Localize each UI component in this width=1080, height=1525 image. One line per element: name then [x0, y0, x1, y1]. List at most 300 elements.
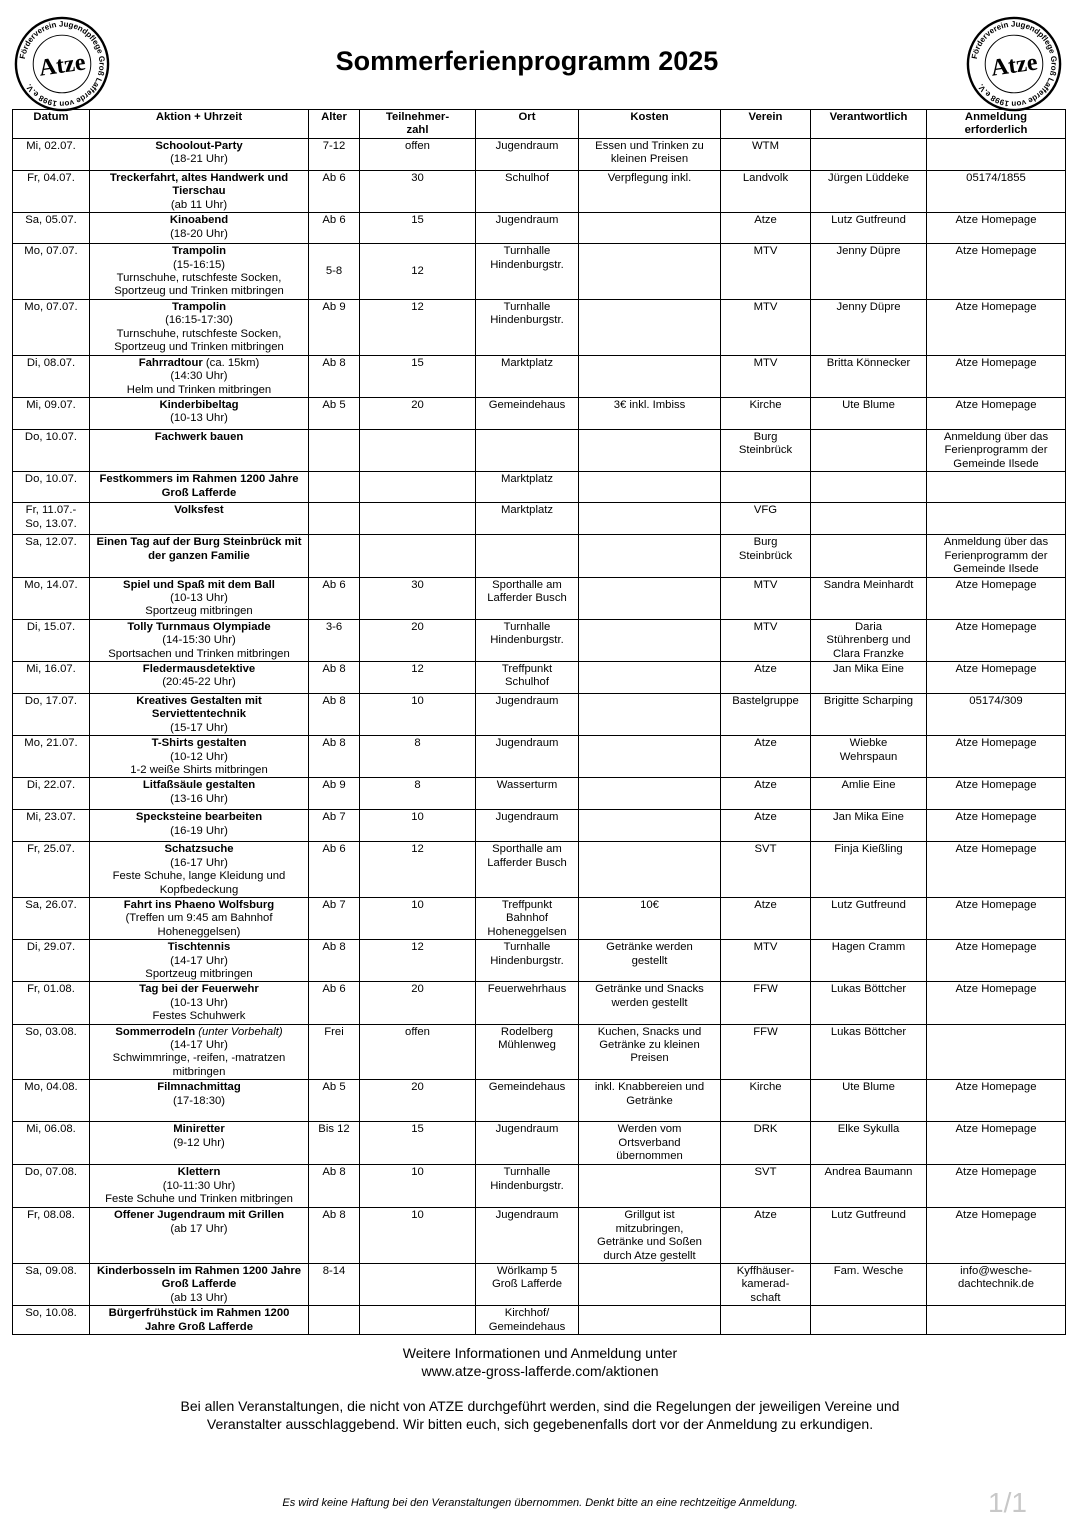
cell-aktion: Tag bei der Feuerwehr (10-13 Uhr) Festes Schuhwerk — [90, 982, 309, 1024]
cell-verantwortlich — [811, 1306, 927, 1335]
cell-aktion: Specksteine bearbeiten (16-19 Uhr) — [90, 810, 309, 842]
cell-ort: Turnhalle Hindenburgstr. — [476, 244, 579, 300]
cell-aktion: Treckerfahrt, altes Handwerk und Tierschau (ab 11 Uhr) — [90, 171, 309, 213]
cell-verantwortlich: Andrea Baumann — [811, 1165, 927, 1208]
cell-teilnehmer: 20 — [360, 1080, 476, 1122]
cell-alter — [309, 472, 360, 503]
cell-alter — [309, 430, 360, 472]
cell-kosten — [579, 842, 721, 898]
cell-ort: Jugendraum — [476, 1122, 579, 1165]
event-title: Volksfest — [174, 504, 224, 517]
cell-verein: FFW — [721, 982, 811, 1024]
cell-ort: Gemeindehaus — [476, 1080, 579, 1122]
cell-verantwortlich: Jürgen Lüddeke — [811, 171, 927, 213]
cell-ort: Rodelberg Mühlenweg — [476, 1024, 579, 1080]
cell-ort — [476, 430, 579, 472]
table-row — [13, 472, 1066, 503]
cell-datum: Di, 29.07. — [13, 940, 90, 982]
table-row — [13, 693, 1066, 735]
cell-teilnehmer: 30 — [360, 171, 476, 213]
cell-anmeldung: Atze Homepage — [927, 244, 1066, 300]
cell-alter: Ab 5 — [309, 398, 360, 430]
cell-verein: MTV — [721, 577, 811, 619]
cell-aktion: Schoolout-Party (18-21 Uhr) — [90, 139, 309, 171]
table-row — [13, 1080, 1066, 1122]
cell-anmeldung: Atze Homepage — [927, 661, 1066, 693]
cell-anmeldung: Atze Homepage — [927, 898, 1066, 940]
cell-teilnehmer: 10 — [360, 1208, 476, 1264]
cell-datum: Di, 22.07. — [13, 778, 90, 810]
cell-ort: Gemeindehaus — [476, 398, 579, 430]
cell-ort: Kirchhof/ Gemeindehaus — [476, 1306, 579, 1335]
cell-alter: Ab 6 — [309, 577, 360, 619]
cell-ort: Treffpunkt Schulhof — [476, 661, 579, 693]
cell-verantwortlich: Elke Sykulla — [811, 1122, 927, 1165]
cell-teilnehmer: 20 — [360, 398, 476, 430]
logo-center-text: Atze — [37, 49, 88, 82]
cell-teilnehmer — [360, 535, 476, 577]
event-title: Trampolin — [172, 245, 226, 258]
cell-datum: Sa, 26.07. — [13, 898, 90, 940]
cell-verantwortlich: Finja Kießling — [811, 842, 927, 898]
table-row — [13, 244, 1066, 300]
cell-verein — [721, 472, 811, 503]
cell-verantwortlich: Lutz Gutfreund — [811, 213, 927, 244]
cell-anmeldung: Atze Homepage — [927, 778, 1066, 810]
cell-verein: Kyffhäuser- kamerad- schaft — [721, 1263, 811, 1305]
cell-kosten — [579, 1306, 721, 1335]
cell-teilnehmer: 20 — [360, 619, 476, 661]
cell-aktion — [90, 430, 309, 472]
cell-verantwortlich: Hagen Cramm — [811, 940, 927, 982]
cell-verein: FFW — [721, 1024, 811, 1080]
cell-anmeldung — [927, 503, 1066, 535]
event-title: Tischtennis — [167, 941, 231, 954]
table-row — [13, 299, 1066, 355]
cell-alter: Ab 8 — [309, 355, 360, 397]
cell-ort: Turnhalle Hindenburgstr. — [476, 299, 579, 355]
cell-anmeldung — [927, 472, 1066, 503]
cell-teilnehmer: 12 — [360, 299, 476, 355]
cell-kosten — [579, 299, 721, 355]
header-aktion: Aktion + Uhrzeit — [90, 110, 309, 139]
cell-verein: Kirche — [721, 398, 811, 430]
cell-anmeldung: Atze Homepage — [927, 1165, 1066, 1208]
cell-alter: Ab 8 — [309, 736, 360, 778]
cell-verantwortlich — [811, 472, 927, 503]
cell-alter: Ab 6 — [309, 842, 360, 898]
cell-verein: Bastelgruppe — [721, 693, 811, 735]
table-row — [13, 982, 1066, 1024]
event-title: Treckerfahrt, altes Handwerk und Tierschau — [109, 172, 289, 198]
cell-verein: Atze — [721, 810, 811, 842]
cell-teilnehmer: 12 — [360, 661, 476, 693]
cell-datum: Fr, 25.07. — [13, 842, 90, 898]
cell-datum: Do, 10.07. — [13, 430, 90, 472]
disclaimer: Es wird keine Haftung bei den Veranstaltungen übernommen. Denkt bitte an eine rechtzeitige Anmeldung. — [282, 1497, 798, 1509]
cell-anmeldung: Atze Homepage — [927, 213, 1066, 244]
cell-ort: Turnhalle Hindenburgstr. — [476, 940, 579, 982]
cell-aktion: Trampolin (15-16:15) Turnschuhe, rutschfeste Socken, Sportzeug und Trinken mitbringen — [90, 244, 309, 300]
cell-anmeldung: Atze Homepage — [927, 299, 1066, 355]
table-row — [13, 1208, 1066, 1264]
cell-aktion: T-Shirts gestalten (10-12 Uhr) 1-2 weiße Shirts mitbringen — [90, 736, 309, 778]
cell-anmeldung: Atze Homepage — [927, 1208, 1066, 1264]
cell-aktion: Offener Jugendraum mit Grillen (ab 17 Uhr) — [90, 1208, 309, 1264]
cell-verein: MTV — [721, 244, 811, 300]
cell-verantwortlich: Ute Blume — [811, 1080, 927, 1122]
cell-ort: Jugendraum — [476, 736, 579, 778]
cell-verein: Atze — [721, 736, 811, 778]
cell-aktion: Klettern (10-11:30 Uhr) Feste Schuhe und Trinken mitbringen — [90, 1165, 309, 1208]
table-row — [13, 171, 1066, 213]
cell-teilnehmer: 30 — [360, 577, 476, 619]
table-row — [13, 430, 1066, 472]
cell-ort: Wörlkamp 5 Groß Lafferde — [476, 1263, 579, 1305]
cell-aktion: Litfaßsäule gestalten (13-16 Uhr) — [90, 778, 309, 810]
cell-datum: Mi, 02.07. — [13, 139, 90, 171]
cell-ort: Sporthalle am Lafferder Busch — [476, 842, 579, 898]
table-row — [13, 619, 1066, 661]
cell-anmeldung — [927, 1306, 1066, 1335]
event-title: Kreatives Gestalten mit Serviettentechnik — [136, 694, 262, 721]
table-row — [13, 1263, 1066, 1305]
cell-kosten: Essen und Trinken zu kleinen Preisen — [579, 139, 721, 171]
cell-kosten: Grillgut ist mitzubringen, Getränke und Soßen durch Atze gestellt — [579, 1208, 721, 1264]
cell-datum: Mo, 14.07. — [13, 577, 90, 619]
cell-kosten — [579, 1263, 721, 1305]
event-title: Kinderbibeltag — [159, 399, 239, 412]
cell-verein — [721, 1306, 811, 1335]
cell-verein: Atze — [721, 1208, 811, 1264]
table-row — [13, 577, 1066, 619]
cell-aktion: Kinderbosseln im Rahmen 1200 Jahre Groß Lafferde (ab 13 Uhr) — [90, 1263, 309, 1305]
event-title: Miniretter — [173, 1123, 225, 1136]
cell-teilnehmer: 12 — [360, 842, 476, 898]
cell-anmeldung: Atze Homepage — [927, 619, 1066, 661]
header-teilnehmerzahl: Teilnehmer- zahl — [360, 110, 476, 139]
cell-kosten — [579, 810, 721, 842]
cell-datum: Di, 15.07. — [13, 619, 90, 661]
cell-datum: Fr, 01.08. — [13, 982, 90, 1024]
header-alter: Alter — [309, 110, 360, 139]
cell-teilnehmer — [360, 472, 476, 503]
cell-anmeldung: 05174/1855 — [927, 171, 1066, 213]
cell-verein: MTV — [721, 619, 811, 661]
cell-datum: Sa, 12.07. — [13, 535, 90, 577]
cell-verantwortlich: Lutz Gutfreund — [811, 1208, 927, 1264]
cell-verantwortlich: Lukas Böttcher — [811, 1024, 927, 1080]
cell-teilnehmer — [360, 1263, 476, 1305]
table-header-row — [13, 110, 1066, 139]
cell-verein: Kirche — [721, 1080, 811, 1122]
info-website: www.atze-gross-lafferde.com/aktionen — [421, 1363, 659, 1379]
cell-datum: So, 10.08. — [13, 1306, 90, 1335]
table-row — [13, 736, 1066, 778]
cell-ort — [476, 535, 579, 577]
event-title: Fledermausdetektive — [142, 662, 256, 675]
cell-verantwortlich — [811, 503, 927, 535]
cell-aktion: Kreatives Gestalten mit Serviettentechnik (15-17 Uhr) — [90, 693, 309, 735]
cell-kosten — [579, 213, 721, 244]
cell-datum: Mo, 07.07. — [13, 244, 90, 300]
cell-datum: Di, 08.07. — [13, 355, 90, 397]
cell-alter: Ab 8 — [309, 940, 360, 982]
event-title: Fahrt ins Phaeno Wolfsburg — [123, 899, 275, 911]
cell-teilnehmer: 10 — [360, 810, 476, 842]
cell-aktion: Kinoabend (18-20 Uhr) — [90, 213, 309, 244]
cell-aktion: Kinderbibeltag (10-13 Uhr) — [90, 398, 309, 430]
cell-teilnehmer — [360, 1306, 476, 1335]
header-datum: Datum — [13, 110, 90, 139]
cell-kosten: 3€ inkl. Imbiss — [579, 398, 721, 430]
cell-aktion: Miniretter (9-12 Uhr) — [90, 1122, 309, 1165]
cell-datum: Mo, 04.08. — [13, 1080, 90, 1122]
table-row — [13, 139, 1066, 171]
page-title: Sommerferienprogramm 2025 — [335, 46, 719, 76]
cell-verein: Atze — [721, 213, 811, 244]
cell-alter: 7-12 — [309, 139, 360, 171]
cell-aktion: Spiel und Spaß mit dem Ball (10-13 Uhr) Sportzeug mitbringen — [90, 577, 309, 619]
cell-kosten: Werden vom Ortsverband übernommen — [579, 1122, 721, 1165]
table-row — [13, 1122, 1066, 1165]
cell-alter: Ab 6 — [309, 982, 360, 1024]
cell-aktion: Fahrradtour (ca. 15km) (14:30 Uhr) Helm und Trinken mitbringen — [90, 355, 309, 397]
event-title: Sommerrodeln (unter Vorbehalt) — [115, 1025, 283, 1038]
cell-alter — [309, 1306, 360, 1335]
cell-teilnehmer: 10 — [360, 898, 476, 940]
cell-ort: Marktplatz — [476, 355, 579, 397]
cell-verantwortlich: Britta Könnecker — [811, 355, 927, 397]
cell-verantwortlich: Amlie Eine — [811, 778, 927, 810]
cell-aktion: Fledermausdetektive (20:45-22 Uhr) — [90, 661, 309, 693]
cell-alter — [309, 503, 360, 535]
event-title: Schoolout-Party — [155, 140, 243, 152]
cell-ort: Feuerwehrhaus — [476, 982, 579, 1024]
cell-verantwortlich: Fam. Wesche — [811, 1263, 927, 1305]
cell-teilnehmer: 15 — [360, 1122, 476, 1165]
cell-anmeldung: Atze Homepage — [927, 355, 1066, 397]
cell-teilnehmer: 10 — [360, 693, 476, 735]
event-title: Fahrradtour (ca. 15km) — [138, 356, 260, 369]
event-title: Einen Tag auf der Burg Steinbrück mit der ganzen Familie — [96, 536, 302, 562]
cell-aktion — [90, 503, 309, 535]
cell-ort: Wasserturm — [476, 778, 579, 810]
table-row — [13, 842, 1066, 898]
cell-alter: Ab 9 — [309, 778, 360, 810]
cell-ort: Turnhalle Hindenburgstr. — [476, 1165, 579, 1208]
cell-verantwortlich: Jan Mika Eine — [811, 661, 927, 693]
cell-aktion: Tolly Turnmaus Olympiade (14-15:30 Uhr) Sportsachen und Trinken mitbringen — [90, 619, 309, 661]
table-row — [13, 1024, 1066, 1080]
table-row — [13, 940, 1066, 982]
cell-alter: Ab 8 — [309, 1208, 360, 1264]
table-row — [13, 398, 1066, 430]
cell-anmeldung: Atze Homepage — [927, 940, 1066, 982]
cell-kosten: Getränke und Snacks werden gestellt — [579, 982, 721, 1024]
cell-verein: SVT — [721, 842, 811, 898]
event-title: Kinderbosseln im Rahmen 1200 Jahre Groß Lafferde — [96, 1264, 302, 1291]
cell-alter: Ab 5 — [309, 1080, 360, 1122]
cell-aktion — [90, 1306, 309, 1335]
cell-alter: Ab 9 — [309, 299, 360, 355]
table-row — [13, 898, 1066, 940]
cell-kosten — [579, 535, 721, 577]
cell-verein: MTV — [721, 940, 811, 982]
cell-kosten — [579, 472, 721, 503]
cell-kosten — [579, 661, 721, 693]
cell-teilnehmer: 12 — [360, 244, 476, 300]
table-body — [13, 139, 1066, 1335]
cell-verantwortlich: Brigitte Scharping — [811, 693, 927, 735]
cell-kosten — [579, 577, 721, 619]
info-line-1: Weitere Informationen und Anmeldung unter — [402, 1345, 678, 1361]
notice-line-1: Bei allen Veranstaltungen, die nicht von ATZE durchgeführt werden, sind die Regelungen der jeweiligen Vereine und — [180, 1398, 900, 1414]
cell-aktion: Trampolin (16:15-17:30) Turnschuhe, rutschfeste Socken, Sportzeug und Trinken mitbringen — [90, 299, 309, 355]
cell-verantwortlich: Sandra Meinhardt — [811, 577, 927, 619]
logo-ring-text: Förderverein Jugendpflege Groß Lafferde von 1998 e.V. — [969, 19, 1059, 109]
cell-aktion: Fahrt ins Phaeno Wolfsburg (Treffen um 9:45 am Bahnhof Hoheneggelsen) — [90, 898, 309, 940]
cell-kosten — [579, 355, 721, 397]
cell-verantwortlich: Jenny Düpre — [811, 299, 927, 355]
event-title: Tolly Turnmaus Olympiade — [127, 620, 271, 633]
cell-anmeldung: info@wesche- dachtechnik.de — [927, 1263, 1066, 1305]
cell-teilnehmer — [360, 503, 476, 535]
cell-verantwortlich: Ute Blume — [811, 398, 927, 430]
cell-aktion — [90, 472, 309, 503]
table-row — [13, 661, 1066, 693]
cell-alter: Frei — [309, 1024, 360, 1080]
cell-anmeldung: Anmeldung über das Ferienprogramm der Gemeinde Ilsede — [927, 430, 1066, 472]
cell-verein: WTM — [721, 139, 811, 171]
cell-anmeldung: Atze Homepage — [927, 736, 1066, 778]
event-title: Bürgerfrühstück im Rahmen 1200 Jahre Groß Lafferde — [108, 1307, 290, 1333]
cell-datum: Mi, 09.07. — [13, 398, 90, 430]
cell-datum: Mo, 07.07. — [13, 299, 90, 355]
header-verein: Verein — [721, 110, 811, 139]
cell-aktion — [90, 535, 309, 577]
cell-ort: Marktplatz — [476, 472, 579, 503]
cell-alter: Bis 12 — [309, 1122, 360, 1165]
cell-kosten: Verpflegung inkl. — [579, 171, 721, 213]
cell-ort: Jugendraum — [476, 139, 579, 171]
cell-teilnehmer: 8 — [360, 736, 476, 778]
cell-verein: VFG — [721, 503, 811, 535]
cell-kosten — [579, 430, 721, 472]
cell-anmeldung: Atze Homepage — [927, 982, 1066, 1024]
page-number: 1/1 — [988, 1487, 1027, 1518]
cell-anmeldung — [927, 1024, 1066, 1080]
event-title: Tag bei der Feuerwehr — [139, 983, 259, 996]
cell-verantwortlich — [811, 535, 927, 577]
cell-verantwortlich: Lukas Böttcher — [811, 982, 927, 1024]
cell-ort: Marktplatz — [476, 503, 579, 535]
cell-alter: 8-14 — [309, 1263, 360, 1305]
cell-alter: Ab 8 — [309, 1165, 360, 1208]
cell-kosten — [579, 1165, 721, 1208]
header-verantwortlich: Verantwortlich — [811, 110, 927, 139]
cell-datum: Mi, 23.07. — [13, 810, 90, 842]
cell-datum: Fr, 08.08. — [13, 1208, 90, 1264]
cell-verantwortlich — [811, 139, 927, 171]
cell-teilnehmer: 15 — [360, 355, 476, 397]
cell-ort: Treffpunkt Bahnhof Hoheneggelsen — [476, 898, 579, 940]
cell-verein: Atze — [721, 778, 811, 810]
cell-verein: Burg Steinbrück — [721, 535, 811, 577]
cell-anmeldung: Atze Homepage — [927, 1122, 1066, 1165]
cell-teilnehmer: offen — [360, 1024, 476, 1080]
cell-datum: Do, 17.07. — [13, 693, 90, 735]
cell-teilnehmer: 20 — [360, 982, 476, 1024]
event-title: Klettern — [177, 1166, 221, 1179]
cell-ort: Sporthalle am Lafferder Busch — [476, 577, 579, 619]
cell-aktion: Schatzsuche (16-17 Uhr) Feste Schuhe, lange Kleidung und Kopfbedeckung — [90, 842, 309, 898]
cell-aktion: Tischtennis (14-17 Uhr) Sportzeug mitbringen — [90, 940, 309, 982]
event-title: Specksteine bearbeiten — [135, 811, 263, 824]
cell-kosten: Getränke werden gestellt — [579, 940, 721, 982]
cell-verantwortlich: Daria Stührenberg und Clara Franzke — [811, 619, 927, 661]
cell-datum: So, 03.08. — [13, 1024, 90, 1080]
logo-center-text: Atze — [989, 49, 1040, 82]
table-row — [13, 355, 1066, 397]
table-row — [13, 1165, 1066, 1208]
event-title: Festkommers im Rahmen 1200 Jahre Groß Lafferde — [99, 473, 299, 499]
table-row — [13, 778, 1066, 810]
cell-alter: Ab 7 — [309, 898, 360, 940]
cell-kosten: Kuchen, Snacks und Getränke zu kleinen Preisen — [579, 1024, 721, 1080]
logo-ring-text: Förderverein Jugendpflege Groß Lafferde von 1998 e.V. — [17, 19, 107, 109]
cell-alter: Ab 6 — [309, 213, 360, 244]
cell-kosten: 10€ — [579, 898, 721, 940]
cell-datum: Do, 07.08. — [13, 1165, 90, 1208]
cell-aktion: Sommerrodeln (unter Vorbehalt) (14-17 Uhr) Schwimmringe, -reifen, -matratzen mitbringen — [90, 1024, 309, 1080]
cell-anmeldung: Atze Homepage — [927, 1080, 1066, 1122]
cell-anmeldung: Atze Homepage — [927, 398, 1066, 430]
cell-kosten: inkl. Knabbereien und Getränke — [579, 1080, 721, 1122]
cell-kosten — [579, 778, 721, 810]
table-row — [13, 535, 1066, 577]
event-title: T-Shirts gestalten — [151, 737, 247, 750]
cell-anmeldung: 05174/309 — [927, 693, 1066, 735]
cell-alter — [309, 535, 360, 577]
cell-verantwortlich: Lutz Gutfreund — [811, 898, 927, 940]
cell-datum: Sa, 05.07. — [13, 213, 90, 244]
cell-datum: Mi, 06.08. — [13, 1122, 90, 1165]
cell-teilnehmer: 15 — [360, 213, 476, 244]
cell-datum: Do, 10.07. — [13, 472, 90, 503]
cell-kosten — [579, 244, 721, 300]
cell-alter: 5-8 — [309, 244, 360, 300]
event-title: Offener Jugendraum mit Grillen — [113, 1209, 285, 1222]
cell-teilnehmer: offen — [360, 139, 476, 171]
cell-teilnehmer: 12 — [360, 940, 476, 982]
cell-ort: Jugendraum — [476, 213, 579, 244]
cell-verantwortlich: Jenny Düpre — [811, 244, 927, 300]
cell-anmeldung: Atze Homepage — [927, 842, 1066, 898]
cell-kosten — [579, 693, 721, 735]
cell-verantwortlich: Wiebke Wehrspaun — [811, 736, 927, 778]
cell-alter: Ab 8 — [309, 661, 360, 693]
event-title: Schatzsuche — [164, 843, 234, 856]
cell-datum: Fr, 11.07.- So, 13.07. — [13, 503, 90, 535]
cell-verein: Burg Steinbrück — [721, 430, 811, 472]
cell-alter: Ab 7 — [309, 810, 360, 842]
cell-ort: Schulhof — [476, 171, 579, 213]
table-row — [13, 213, 1066, 244]
cell-datum: Sa, 09.08. — [13, 1263, 90, 1305]
notice-line-2: Veranstalter ausschlaggebend. Wir bitten euch, sich gegebenenfalls dort vor der Anmeldung zu erkundigen. — [206, 1416, 874, 1432]
cell-verein: MTV — [721, 299, 811, 355]
